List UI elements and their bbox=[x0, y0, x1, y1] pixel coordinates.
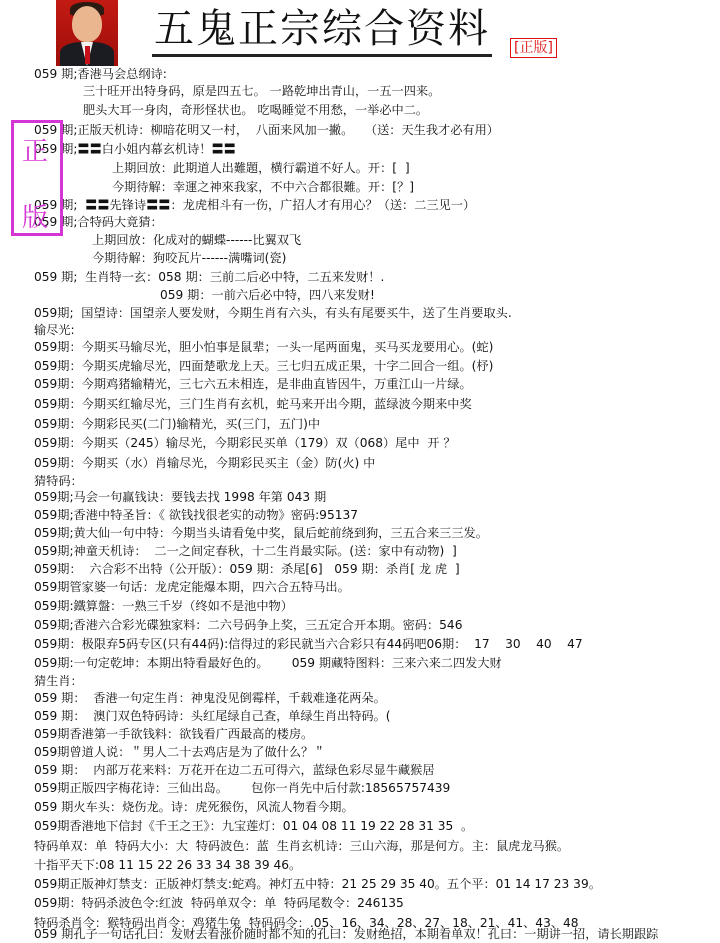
text-line: 059期：今期买（245）输尽光，今期彩民买单（179）双（068）尾中 开 ？ bbox=[34, 436, 456, 450]
text-line: 059期;黄大仙一句中特：今期当头请看兔中奖，鼠后蛇前绕到狗，三五合来三三发。 bbox=[34, 526, 488, 540]
text-line: 猜特码： bbox=[34, 474, 83, 488]
portrait-photo bbox=[56, 0, 118, 66]
text-line: 059期;马会一句赢钱诀：要钱去找 1998 年第 043 期 bbox=[34, 490, 327, 504]
text-line: 059期香港第一手欲钱料：欲钱看广西最高的楼房。 bbox=[34, 727, 314, 741]
text-line: 059期;神童天机诗： 二一之间定春秋，十二生肖最实际。(送：家中有动物) ] bbox=[34, 544, 457, 558]
text-line: 059 期火车头：烧伤龙。诗：虎死猴伤，风流人物看今期。 bbox=[34, 800, 354, 814]
text-line: 输尽光: bbox=[34, 323, 75, 337]
text-line: 059期管家婆一句话：龙虎定能爆本期，四六合五特马出。 bbox=[34, 580, 350, 594]
text-line: 三十旺开出特身码，原是四五七。 一路乾坤出青山，一五一四来。 bbox=[83, 84, 441, 98]
text-line: 059期：今期彩民买(二门)输精光，买(三门，五门)中 bbox=[34, 417, 321, 431]
text-line: 059期正版神灯禁支：正版神灯禁支:蛇鸡。神灯五中特：21 25 29 35 40。五个平：01 14 17 23 39。 bbox=[34, 877, 601, 891]
text-line: 059 期孔子一句话孔曰：发财去看涨价随时都不知的孔曰：发财绝招，本期看单双！孔曰：一期讲一招，请长期跟踪 bbox=[34, 927, 659, 941]
text-line: 今期待解：幸運之神來我家，不中六合都很難。开：[？] bbox=[112, 180, 415, 194]
text-line: 059 期; 〓〓先锋诗〓〓：龙虎相斗有一伤，广招人才有用心？（送：二三见一） bbox=[34, 198, 476, 212]
text-line: 059期： 六合彩不出特（公开版）：059 期：杀尾[6] 059 期：杀肖[ 龙 虎 ] bbox=[34, 562, 460, 576]
text-line: 059期;香港六合彩光碟独家料：二六号码争上奖，三五定合开本期。密码：546 bbox=[34, 618, 463, 632]
text-line: 特码单双：单 特码大小：大 特码波色：蓝 生肖玄机诗：三山六海，那是何方。主：鼠虎龙马猴。 bbox=[34, 839, 570, 853]
portrait-face bbox=[72, 6, 102, 42]
text-line: 059 期;〓〓白小姐内幕玄机诗！〓〓 bbox=[34, 142, 236, 156]
text-line: 059期：今期买红输尽光，三门生肖有玄机，蛇马来开出今期，蓝绿波今期来中奖 bbox=[34, 397, 472, 411]
text-line: 059期:一句定乾坤：本期出特看最好色的。 059 期藏特图料：三来六来二四发大财 bbox=[34, 656, 502, 670]
stamp-char: 正 bbox=[22, 137, 49, 167]
text-line: 059期：特码杀波色令:红波 特码单双令：单 特码尾数令：246135 bbox=[34, 896, 404, 910]
stamp-char: 版 bbox=[22, 203, 49, 233]
text-line: 上期回放：化成对的蝴蝶------比翼双飞 bbox=[92, 233, 302, 247]
text-line: 猜生肖： bbox=[34, 674, 83, 688]
text-line: 059 期： 香港一句定生肖：神鬼没见倒霉样，千载难逢花两朵。 bbox=[34, 691, 386, 705]
text-line: 059 期;正版天机诗：柳暗花明又一村， 八面来风加一撇。 （送：天生我才必有用） bbox=[34, 123, 499, 137]
text-line: 059 期：一前六后必中特，四八来发财! bbox=[160, 288, 375, 302]
text-line: 059期：今期买虎输尽光，四面楚歌龙上天。三七归五成正果，十字二回合一组。(杼) bbox=[34, 359, 494, 373]
portrait-tie bbox=[85, 46, 90, 64]
text-line: 059期曾道人说：＂男人二十去鸡店是为了做什么？＂ bbox=[34, 745, 326, 759]
text-line: 059期香港地下信封《千王之王》：九宝莲灯：01 04 08 11 19 22 28 31 35 。 bbox=[34, 819, 474, 833]
text-line: 059 期： 内部万花来料：万花开在边二五可得六，蓝绿色彩尽显牛藏猴居 bbox=[34, 763, 435, 777]
header bbox=[0, 0, 720, 70]
text-line: 059 期;合特码大竟猜： bbox=[34, 215, 163, 229]
text-line: 059期：今期鸡猪输精光，三七六五未相连，是非曲直皆因牛，万重江山一片绿。 bbox=[34, 377, 472, 391]
version-badge: [正版] bbox=[510, 38, 557, 58]
text-line: 059期;香港中特圣旨：《 欲钱找很老实的动物》密码:95137 bbox=[34, 508, 358, 522]
text-line: 059期：极限弃5码专区(只有44码):信得过的彩民就当六合彩只有44码吧06期： 17 30 40 47 bbox=[34, 637, 583, 651]
text-line: 059 期; 生肖特一玄：058 期：三前二后必中特，二五来发财！. bbox=[34, 270, 385, 284]
text-line: 今期待解：狗咬瓦片------满嘴词(瓷) bbox=[92, 251, 287, 265]
text-line: 059 期;香港马会总纲诗: bbox=[34, 67, 167, 81]
text-line: 特码杀肖令：猴特码出肖令：鸡猪牛兔 特码码令：.05、16、34、28、27、18、21、41、43、48 bbox=[34, 916, 579, 930]
page-title: 五鬼正宗综合资料 bbox=[152, 4, 492, 57]
text-line: 十指平天下:08 11 15 22 26 33 34 38 39 46。 bbox=[34, 858, 302, 872]
text-line: 肥头大耳一身肉，奇形怪状也。 吃喝睡觉不用愁，一举必中二。 bbox=[83, 103, 429, 117]
text-line: 059期：今期买马输尽光，胆小怕事是鼠辈；一头一尾两面鬼，买马买龙要用心。(蛇) bbox=[34, 340, 494, 354]
text-line: 上期回放：此期道人出難題，横行霸道不好人。开：[ ] bbox=[112, 161, 410, 175]
genuine-stamp bbox=[11, 120, 63, 236]
text-line: 059期; 国望诗：国望亲人要发财，今期生肖有六头，有头有尾要买牛，送了生肖要取头. bbox=[34, 306, 512, 320]
text-line: 059期正版四字梅花诗：三仙出岛。 包你一肖先中后付款:18565757439 bbox=[34, 781, 451, 795]
text-line: 059 期： 澳门双色特码诗：头红尾绿自己查，单绿生肖出特码。( bbox=[34, 709, 391, 723]
text-line: 059期：今期买（水）肖输尽光，今期彩民买主（金）防(火) 中 bbox=[34, 456, 376, 470]
text-line: 059期:鐵算盤：一熟三千岁（终如不是池中物） bbox=[34, 599, 293, 613]
